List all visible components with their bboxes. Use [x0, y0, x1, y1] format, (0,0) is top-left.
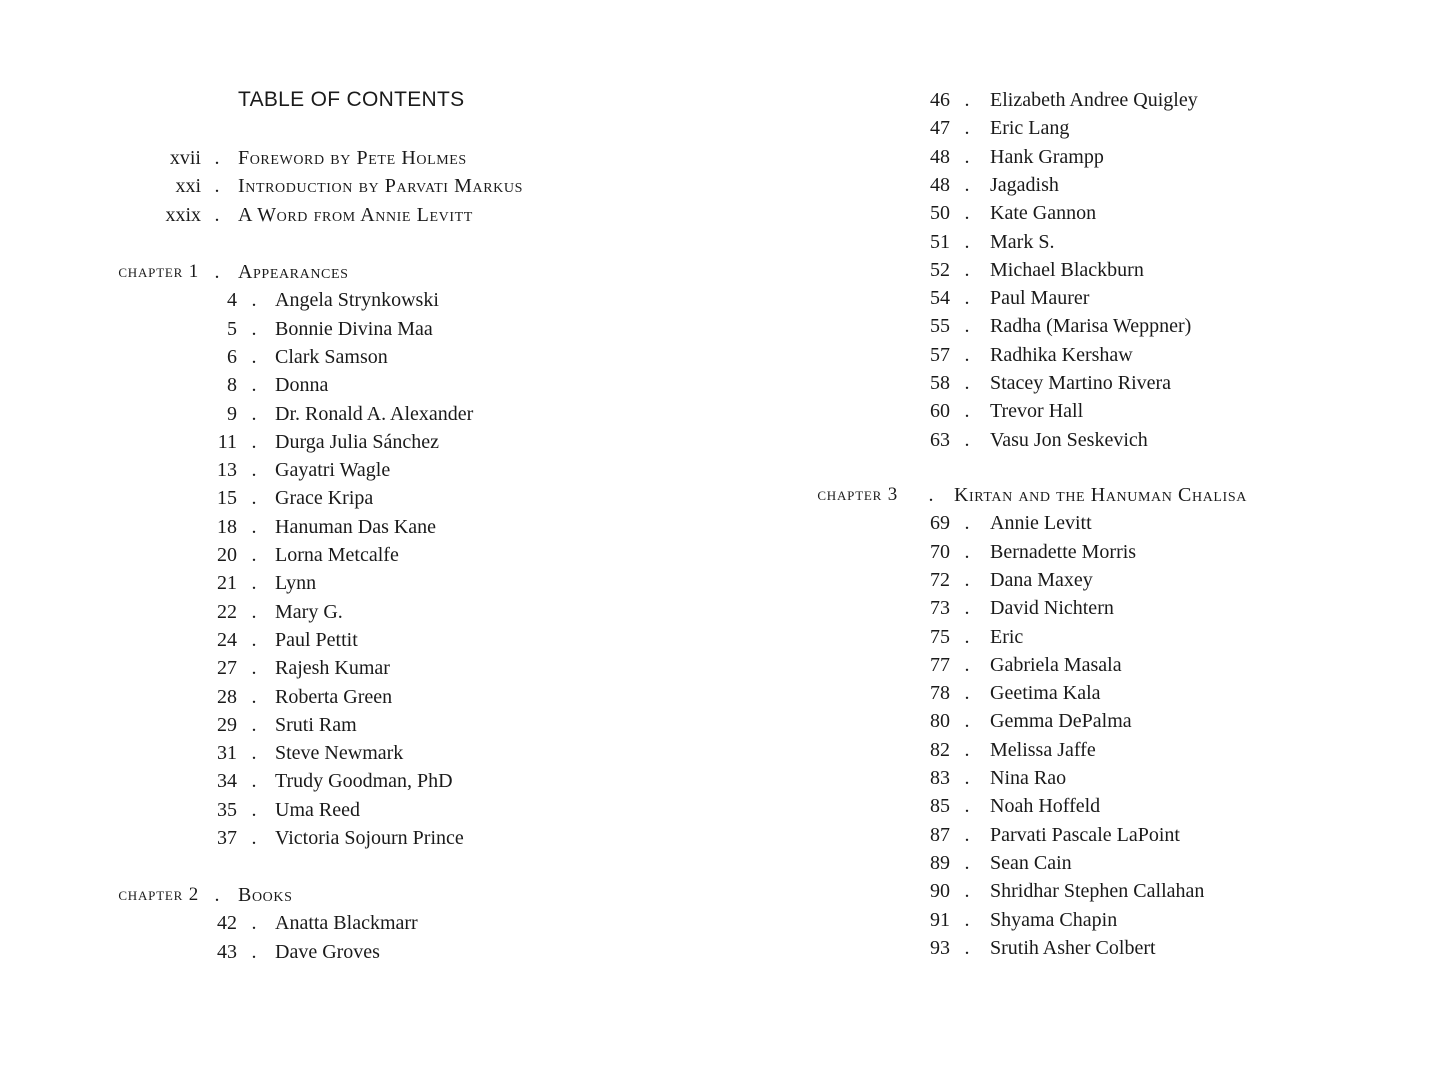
entry-name: Lynn — [275, 572, 317, 595]
entry-name: Mark S. — [990, 230, 1055, 253]
entry-name: Vasu Jon Seskevich — [990, 428, 1148, 451]
roman-page-number: xvii — [169, 147, 201, 169]
entry-name: Eric — [990, 625, 1024, 648]
toc-entry[interactable] — [720, 114, 1440, 142]
toc-entry[interactable] — [0, 909, 720, 937]
separator-dot: . — [964, 343, 970, 366]
toc-entry[interactable] — [720, 426, 1440, 454]
separator-dot: . — [964, 512, 970, 535]
chapter-title: Kirtan and the Hanuman Chalisa — [954, 484, 1247, 506]
separator-dot: . — [928, 484, 934, 506]
entry-name: Paul Maurer — [990, 287, 1090, 310]
entry-name: Gayatri Wagle — [275, 459, 391, 482]
entry-name: Clark Samson — [275, 345, 388, 368]
separator-dot: . — [964, 851, 970, 874]
entry-page-number: 60 — [930, 400, 950, 423]
entry-page-number: 24 — [217, 628, 237, 651]
entry-name: Kate Gannon — [990, 202, 1097, 225]
entry-name: Gemma DePalma — [990, 710, 1132, 733]
entry-page-number: 87 — [930, 823, 950, 846]
separator-dot: . — [964, 597, 970, 620]
toc-entry[interactable] — [720, 369, 1440, 397]
entry-name: Stacey Martino Rivera — [990, 372, 1172, 394]
entry-page-number: 46 — [930, 89, 950, 111]
separator-dot: . — [964, 653, 970, 676]
entry-name: Parvati Pascale LaPoint — [990, 823, 1180, 846]
separator-dot: . — [964, 400, 970, 423]
toc-entry[interactable] — [720, 171, 1440, 199]
toc-entry[interactable] — [720, 623, 1440, 651]
toc-entry[interactable] — [0, 315, 720, 343]
separator-dot: . — [251, 657, 257, 680]
separator-dot: . — [251, 317, 257, 340]
chapter-number: chapter 2 — [118, 884, 199, 905]
separator-dot: . — [251, 459, 257, 482]
entry-page-number: 70 — [930, 540, 950, 563]
separator-dot: . — [964, 710, 970, 733]
entry-name: Bernadette Morris — [990, 540, 1137, 563]
toc-entry[interactable] — [720, 679, 1440, 707]
separator-dot: . — [251, 628, 257, 651]
entry-page-number: 37 — [217, 827, 237, 849]
toc-entry[interactable] — [720, 143, 1440, 171]
front-matter-entry[interactable] — [0, 201, 720, 229]
separator-dot: . — [251, 742, 257, 765]
toc-entry[interactable] — [720, 312, 1440, 340]
entry-page-number: 27 — [217, 657, 237, 680]
entry-page-number: 58 — [930, 372, 950, 394]
separator-dot: . — [964, 89, 970, 111]
toc-entry[interactable] — [0, 286, 720, 314]
entry-name: Dr. Ronald A. Alexander — [275, 402, 474, 425]
entry-page-number: 48 — [930, 173, 950, 196]
toc-entry[interactable] — [0, 739, 720, 767]
entry-name: Sruti Ram — [275, 713, 357, 736]
entry-name: Donna — [275, 374, 329, 397]
entry-name: Shridhar Stephen Callahan — [990, 880, 1205, 903]
toc-entry[interactable] — [720, 199, 1440, 227]
chapter-heading[interactable] — [720, 481, 1440, 509]
entry-name: Mary G. — [275, 600, 343, 623]
separator-dot: . — [964, 625, 970, 648]
entry-page-number: 8 — [227, 374, 237, 397]
toc-entry[interactable] — [0, 683, 720, 711]
toc-entry[interactable] — [720, 849, 1440, 877]
entry-name: Hank Grampp — [990, 145, 1104, 168]
separator-dot: . — [251, 374, 257, 397]
toc-entry[interactable] — [720, 877, 1440, 905]
entry-page-number: 42 — [217, 912, 237, 935]
separator-dot: . — [964, 315, 970, 338]
entry-page-number: 48 — [930, 145, 950, 168]
entry-name: Srutih Asher Colbert — [990, 936, 1156, 959]
entry-page-number: 47 — [930, 117, 950, 140]
entry-page-number: 72 — [930, 568, 950, 591]
toc-entry[interactable] — [0, 456, 720, 484]
entry-name: Noah Hoffeld — [990, 795, 1101, 818]
front-matter-title: Foreword by Pete Holmes — [238, 147, 467, 169]
separator-dot: . — [964, 738, 970, 761]
entry-name: Bonnie Divina Maa — [275, 317, 433, 340]
toc-entry[interactable] — [0, 626, 720, 654]
entry-name: Paul Pettit — [275, 628, 358, 651]
toc-entry[interactable] — [720, 594, 1440, 622]
entry-name: Steve Newmark — [275, 742, 404, 765]
entry-page-number: 6 — [227, 345, 237, 368]
chapter-heading[interactable] — [0, 258, 720, 286]
toc-entry[interactable] — [720, 341, 1440, 369]
toc-entry[interactable] — [0, 598, 720, 626]
entry-page-number: 9 — [227, 402, 237, 425]
roman-page-number: xxix — [165, 203, 201, 226]
entry-page-number: 15 — [217, 487, 237, 510]
toc-entry[interactable] — [720, 538, 1440, 566]
entry-page-number: 78 — [930, 682, 950, 705]
roman-page-number: xxi — [175, 175, 201, 198]
toc-entry[interactable] — [720, 764, 1440, 792]
separator-dot: . — [964, 823, 970, 846]
separator-dot: . — [251, 487, 257, 510]
entry-page-number: 89 — [930, 851, 950, 874]
chapter-heading[interactable] — [0, 881, 720, 909]
entry-page-number: 52 — [930, 258, 950, 281]
separator-dot: . — [214, 147, 220, 169]
separator-dot: . — [251, 827, 257, 849]
entry-name: Victoria Sojourn Prince — [275, 827, 464, 849]
entry-page-number: 29 — [217, 713, 237, 736]
entry-page-number: 91 — [930, 908, 950, 931]
separator-dot: . — [964, 287, 970, 310]
toc-entry[interactable] — [720, 509, 1440, 537]
separator-dot: . — [251, 912, 257, 935]
entry-name: Angela Strynkowski — [275, 289, 439, 312]
entry-name: Eric Lang — [990, 117, 1070, 140]
separator-dot: . — [964, 117, 970, 140]
separator-dot: . — [251, 940, 257, 963]
separator-dot: . — [964, 880, 970, 903]
separator-dot: . — [964, 540, 970, 563]
entry-page-number: 50 — [930, 202, 950, 225]
toc-entry[interactable] — [0, 428, 720, 456]
entry-page-number: 75 — [930, 625, 950, 648]
separator-dot: . — [964, 372, 970, 394]
entry-page-number: 55 — [930, 315, 950, 338]
separator-dot: . — [214, 203, 220, 226]
entry-name: Shyama Chapin — [990, 908, 1118, 931]
toc-entry[interactable] — [720, 934, 1440, 962]
entry-name: Geetima Kala — [990, 682, 1101, 705]
separator-dot: . — [964, 936, 970, 959]
front-matter-entry[interactable] — [0, 172, 720, 200]
toc-entry[interactable] — [720, 256, 1440, 284]
entry-name: David Nichtern — [990, 597, 1114, 620]
entry-name: Elizabeth Andree Quigley — [990, 89, 1198, 111]
front-matter-entry[interactable] — [0, 144, 720, 172]
entry-page-number: 77 — [930, 653, 950, 676]
toc-entry[interactable] — [0, 654, 720, 682]
toc-entry[interactable] — [0, 371, 720, 399]
separator-dot: . — [251, 402, 257, 425]
separator-dot: . — [964, 428, 970, 451]
separator-dot: . — [964, 145, 970, 168]
entry-name: Melissa Jaffe — [990, 738, 1096, 761]
toc-entry[interactable] — [720, 228, 1440, 256]
entry-page-number: 18 — [217, 515, 237, 538]
entry-page-number: 4 — [227, 289, 237, 312]
toc-entry[interactable] — [0, 569, 720, 597]
separator-dot: . — [251, 544, 257, 566]
separator-dot: . — [214, 261, 220, 283]
separator-dot: . — [964, 230, 970, 253]
entry-name: Radhika Kershaw — [990, 343, 1133, 366]
toc-entry[interactable] — [0, 824, 720, 852]
right-page — [720, 0, 1440, 1080]
entry-name: Dave Groves — [275, 940, 380, 963]
toc-entry[interactable] — [720, 906, 1440, 934]
entry-name: Jagadish — [990, 173, 1059, 196]
entry-name: Dana Maxey — [990, 568, 1093, 591]
entry-name: Uma Reed — [275, 798, 360, 821]
entry-page-number: 35 — [217, 798, 237, 821]
separator-dot: . — [214, 884, 220, 906]
front-matter-title: A Word from Annie Levitt — [238, 203, 473, 226]
toc-entry[interactable] — [720, 707, 1440, 735]
entry-page-number: 20 — [217, 544, 237, 566]
toc-entry[interactable] — [720, 736, 1440, 764]
entry-page-number: 11 — [217, 430, 237, 453]
entry-name: Gabriela Masala — [990, 653, 1122, 676]
separator-dot: . — [251, 572, 257, 595]
toc-entry[interactable] — [720, 651, 1440, 679]
entry-page-number: 85 — [930, 795, 950, 818]
toc-entry[interactable] — [720, 284, 1440, 312]
separator-dot: . — [964, 173, 970, 196]
entry-name: Trudy Goodman, PhD — [275, 770, 453, 793]
entry-page-number: 93 — [930, 936, 950, 959]
entry-page-number: 90 — [930, 880, 950, 903]
entry-page-number: 80 — [930, 710, 950, 733]
toc-entry[interactable] — [0, 343, 720, 371]
entry-name: Hanuman Das Kane — [275, 515, 437, 538]
entry-name: Lorna Metcalfe — [275, 544, 399, 566]
entry-name: Durga Julia Sánchez — [275, 430, 440, 453]
entry-name: Michael Blackburn — [990, 258, 1144, 281]
separator-dot: . — [964, 568, 970, 591]
entry-page-number: 69 — [930, 512, 950, 535]
toc-entry[interactable] — [0, 484, 720, 512]
toc-entry[interactable] — [0, 513, 720, 541]
toc-entry[interactable] — [720, 792, 1440, 820]
entry-name: Nina Rao — [990, 767, 1067, 789]
entry-page-number: 51 — [930, 230, 950, 253]
entry-page-number: 54 — [930, 287, 950, 310]
separator-dot: . — [251, 515, 257, 538]
entry-name: Radha (Marisa Weppner) — [990, 315, 1192, 338]
separator-dot: . — [964, 258, 970, 281]
entry-name: Rajesh Kumar — [275, 657, 390, 680]
chapter-title: Appearances — [238, 261, 349, 283]
entry-name: Sean Cain — [990, 851, 1072, 874]
separator-dot: . — [964, 202, 970, 225]
toc-entry[interactable] — [0, 796, 720, 824]
toc-entry[interactable] — [0, 400, 720, 428]
entry-page-number: 57 — [930, 343, 950, 366]
entry-page-number: 73 — [930, 597, 950, 620]
separator-dot: . — [251, 289, 257, 312]
entry-name: Anatta Blackmarr — [275, 912, 418, 935]
toc-entry[interactable] — [720, 821, 1440, 849]
entry-page-number: 28 — [217, 685, 237, 708]
entry-name: Roberta Green — [275, 685, 393, 708]
entry-page-number: 31 — [217, 742, 237, 765]
toc-entry[interactable] — [0, 541, 720, 569]
toc-entry[interactable] — [720, 397, 1440, 425]
separator-dot: . — [251, 713, 257, 736]
entry-page-number: 83 — [930, 767, 950, 789]
separator-dot: . — [251, 685, 257, 708]
separator-dot: . — [251, 430, 257, 453]
front-matter-title: Introduction by Parvati Markus — [238, 175, 523, 198]
entry-name: Grace Kripa — [275, 487, 374, 510]
entry-page-number: 21 — [217, 572, 237, 595]
entry-page-number: 43 — [217, 940, 237, 963]
toc-entry[interactable] — [0, 711, 720, 739]
toc-entry[interactable] — [0, 767, 720, 795]
toc-entry[interactable] — [0, 938, 720, 966]
separator-dot: . — [251, 345, 257, 368]
entry-name: Annie Levitt — [990, 512, 1092, 535]
chapter-number: chapter 1 — [118, 261, 199, 282]
separator-dot: . — [214, 175, 220, 198]
entry-page-number: 34 — [217, 770, 237, 793]
entry-name: Trevor Hall — [990, 400, 1084, 423]
toc-entry[interactable] — [720, 86, 1440, 114]
separator-dot: . — [964, 682, 970, 705]
chapter-title: Books — [238, 884, 293, 906]
entry-page-number: 63 — [930, 428, 950, 451]
separator-dot: . — [251, 798, 257, 821]
chapter-number: chapter 3 — [817, 484, 898, 505]
separator-dot: . — [251, 600, 257, 623]
entry-page-number: 13 — [217, 459, 237, 482]
entry-page-number: 5 — [227, 317, 237, 340]
separator-dot: . — [964, 767, 970, 789]
entry-page-number: 82 — [930, 738, 950, 761]
separator-dot: . — [964, 795, 970, 818]
entry-page-number: 22 — [217, 600, 237, 623]
separator-dot: . — [251, 770, 257, 793]
separator-dot: . — [964, 908, 970, 931]
page-title: TABLE OF CONTENTS — [238, 88, 465, 111]
toc-entry[interactable] — [720, 566, 1440, 594]
